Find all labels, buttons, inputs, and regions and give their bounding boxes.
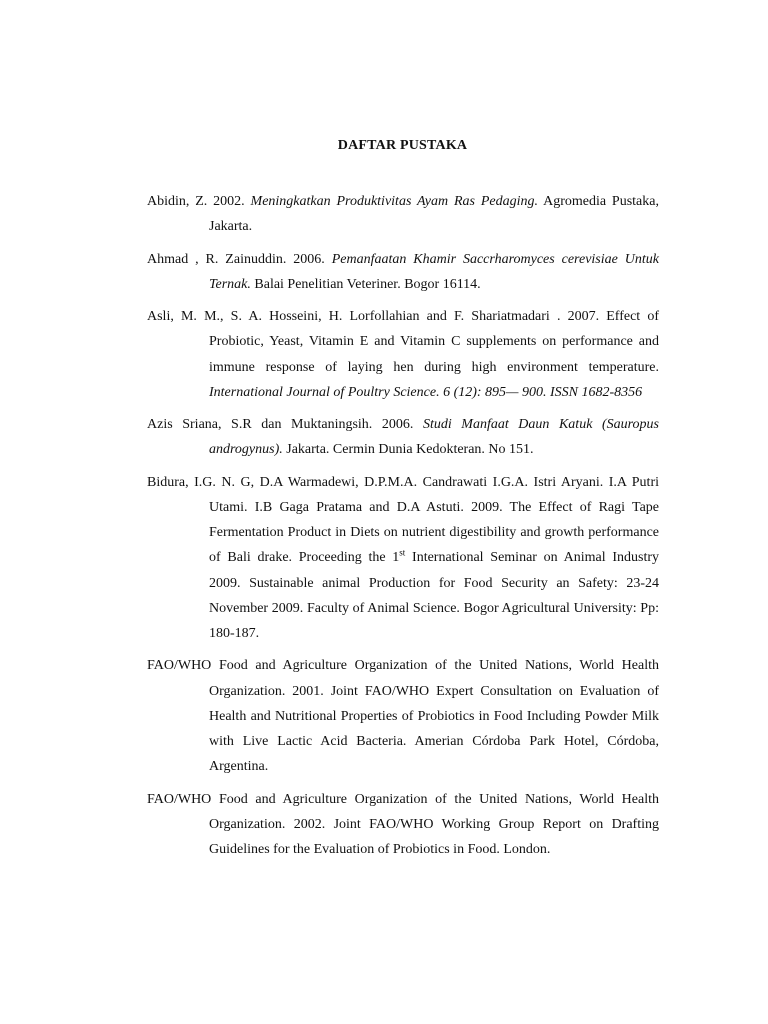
reference-item: [147, 304, 659, 405]
reference-text: FAO/WHO Food and Agriculture Organization of the United Nations, World Health Organization. 2001. Joint FAO/WHO Expert Consultation on Evaluation of Health and Nutritional Properties of Probiotics in Food Including Powder Milk with Live Lactic Acid Bacteria. Amerian Córdoba Park Hotel, Córdoba, Argentina.: [147, 658, 659, 775]
reference-text: Balai Penelitian Veteriner. Bogor 16114.: [250, 276, 481, 292]
reference-title-italic: Studi Manfaat Daun Katuk (Sauropus androgynus).: [209, 417, 660, 458]
reference-title-italic: Meningkatkan Produktivitas Ayam Ras Pedaging.: [250, 194, 538, 209]
reference-title-italic: Pemanfaatan Khamir Saccrharomyces cerevisiae Untuk Ternak.: [209, 251, 659, 292]
reference-item: [147, 247, 659, 297]
reference-text: Azis Sriana, S.R dan Muktaningsih. 2006.: [147, 417, 423, 433]
reference-text: FAO/WHO Food and Agriculture Organization of the United Nations, World Health Organization. 2002. Joint FAO/WHO Working Group Report on Drafting Guidelines for the Evaluation of Probiotics in Food. London.: [147, 791, 659, 857]
reference-text: Asli, M. M., S. A. Hosseini, H. Lorfollahian and F. Shariatmadari . 2007. Effect of Probiotic, Yeast, Vitamin E and Vitamin C supplements on performance and immune response of laying hen during high environment temperature.: [147, 309, 659, 375]
reference-item: [147, 470, 659, 646]
reference-text: Agromedia Pustaka, Jakarta.: [209, 194, 659, 235]
reference-list: [147, 189, 659, 869]
reference-item: [147, 653, 659, 779]
reference-item: [147, 189, 659, 239]
reference-text: International Seminar on Animal Industry 2009. Sustainable animal Production for Food Security an Safety: 23-24 November 2009. Faculty of Animal Science. Bogor Agricultural University: Pp: 180-187.: [209, 550, 660, 641]
page-title: DAFTAR PUSTAKA: [337, 138, 468, 153]
reference-title-italic: International Journal of Poultry Science. 6 (12): 895— 900. ISSN 1682-8356: [209, 384, 643, 400]
reference-item: [147, 787, 659, 863]
reference-text: Abidin, Z. 2002.: [147, 194, 251, 209]
reference-text: Ahmad , R. Zainuddin. 2006.: [147, 251, 332, 267]
reference-item: [147, 412, 659, 462]
reference-text: Jakarta. Cermin Dunia Kedokteran. No 151.: [282, 442, 534, 458]
reference-text: Bidura, I.G. N. G, D.A Warmadewi, D.P.M.A. Candrawati I.G.A. Istri Aryani. I.A Putri Utami. I.B Gaga Pratama and D.A Astuti. 2009. The Effect of Ragi Tape Fermentation Product in Diets on nutrient digestibility and growth performance of Bali drake. Proceeding the 1: [147, 474, 659, 566]
ordinal-superscript: st: [399, 547, 406, 558]
